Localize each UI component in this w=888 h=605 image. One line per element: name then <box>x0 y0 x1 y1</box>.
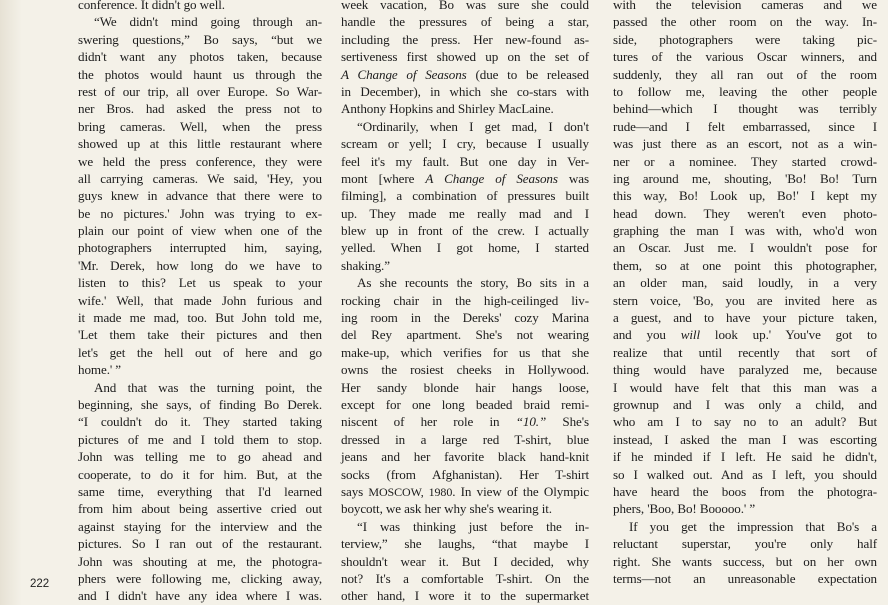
text-line: suddenly, they all ran out of the room <box>613 66 877 82</box>
text-line: filming], a combination of pressures built <box>341 188 589 204</box>
text-line: ner Bros. had asked the press not to <box>78 101 322 117</box>
text-line: and you will look up.' You've got to <box>613 327 877 343</box>
text-line: I would have felt that this man was a <box>613 379 877 395</box>
text-line: instead, I asked the man I was escorting <box>613 431 877 447</box>
text-line: pictures of me and I told them to stop. <box>78 431 322 447</box>
text-line: John was telling me to go ahead and <box>78 449 322 465</box>
text-line: with the television cameras and we <box>613 0 877 12</box>
text-line: blew up in front of the crew. I actually <box>341 223 589 239</box>
text-line: was just there as an escort, not as a win- <box>613 136 877 152</box>
text-column-1 <box>78 0 322 605</box>
text-line: not? It's a comfortable T-shirt. On the <box>341 570 589 586</box>
text-line: stern voice, 'Bo, you are invited here as <box>613 292 877 308</box>
text-line: including the press. Her new-found as- <box>341 31 589 47</box>
text-line: sertiveness first showed up on the set of <box>341 49 589 65</box>
text-line: “I couldn't do it. They started taking <box>78 414 322 430</box>
text-line: we held the press conference, they were <box>78 153 322 169</box>
text-line: “Ordinarily, when I get mad, I don't <box>357 118 589 134</box>
text-line: from him about being assertive cried out <box>78 501 322 517</box>
text-line: beginning, she says, of finding Bo Derek. <box>78 396 322 412</box>
text-line: thing would have paralyzed me, because <box>613 362 877 378</box>
text-line: terview,” she laughs, “that maybe I <box>341 536 589 552</box>
text-line: A Change of Seasons (due to be released <box>341 66 589 82</box>
text-line: rest of our trip, all over Europe. So War- <box>78 83 322 99</box>
text-line: photographers interrupted him, saying, <box>78 240 322 256</box>
text-line: “We didn't mind going through an- <box>94 14 322 30</box>
text-line: against staying for the interview and the <box>78 518 322 534</box>
text-line: conference. It didn't go well. <box>78 0 225 12</box>
text-line: an Oscar. Just me. I wouldn't pose for <box>613 240 877 256</box>
text-line: in December), in which she co-stars with <box>341 83 589 99</box>
text-line: same time, everything that I'd learned <box>78 483 322 499</box>
text-line: realize that until recently that sort of <box>613 344 877 360</box>
text-line: plain our point of view when one of the <box>78 223 322 239</box>
text-line: owns the rosiest cheeks in Hollywood. <box>341 362 589 378</box>
text-line: passed the other room on the way. In- <box>613 14 877 30</box>
text-line: guys knew in advance that there were to <box>78 188 322 204</box>
text-line: ing around me, shouting, 'Bo! Bo! Turn <box>613 170 877 186</box>
text-line: this way, Bo! Look up, Bo!' I kept my <box>613 188 877 204</box>
text-line: And that was the turning point, the <box>94 379 322 395</box>
page-gutter-shadow <box>0 0 22 605</box>
text-line: didn't want any photos taken, because <box>78 49 322 65</box>
text-line: shaking.” <box>341 257 390 273</box>
text-column-2 <box>341 0 589 605</box>
text-line: showed up at this little restaurant where <box>78 136 322 152</box>
text-line: wife.' Well, that made John furious and <box>78 292 322 308</box>
text-line: it made me mad, too. But John told me, <box>78 310 322 326</box>
text-line: them, so at one point this photographer, <box>613 257 877 273</box>
text-line: 'Let them take their pictures and then <box>78 327 322 343</box>
text-line: other hand, I wore it to the supermarket <box>341 588 589 604</box>
text-line: head down. They weren't even photo- <box>613 205 877 221</box>
text-line: niscent of her role in “10.” She's <box>341 414 589 430</box>
text-line: rocking chair in the high-ceilinged liv- <box>341 292 589 308</box>
page-number: 222 <box>30 578 50 590</box>
text-line: cooperate, to do it for him. But, at the <box>78 466 322 482</box>
text-line: listen to this? Let us speak to your <box>78 275 322 291</box>
text-line: have heard the boos from the photogra- <box>613 483 877 499</box>
text-line: tures of the various Oscar winners, and <box>613 49 877 65</box>
text-line: ing room in the Dereks' cozy Marina <box>341 310 589 326</box>
text-line: and I didn't have any idea where I was. <box>78 588 322 604</box>
text-line: the photos would haunt us through the <box>78 66 322 82</box>
text-line: As she recounts the story, Bo sits in a <box>357 275 589 291</box>
text-line: behind—which I thought was terribly <box>613 101 877 117</box>
text-line: so I walked out. And as I left, you should <box>613 466 877 482</box>
text-line: Her sandy blonde hair hangs loose, <box>341 379 589 395</box>
text-line: all carrying cameras. We said, 'Hey, you <box>78 170 322 186</box>
text-line: yelled. When I got home, I started <box>341 240 589 256</box>
text-line: ner or a nominee. They started crowd- <box>613 153 877 169</box>
text-line: reluctant superstar, you're only half <box>613 536 877 552</box>
text-line: swering questions,” Bo says, “but we <box>78 31 322 47</box>
text-line: bring cameras. Well, when the press <box>78 118 322 134</box>
text-line: except for one long beaded braid remi- <box>341 396 589 412</box>
text-line: terms—not an unreasonable expectation <box>613 570 877 586</box>
text-line: an older man, said loudly, in a very <box>613 275 877 291</box>
text-line: if he minded if I left. He said he didn't, <box>613 449 877 465</box>
text-line: make-up, which verifies for us that she <box>341 344 589 360</box>
text-line: home.' ” <box>78 362 122 378</box>
text-line: dressed in a large red T-shirt, blue <box>341 431 589 447</box>
text-line: If you get the impression that Bo's a <box>629 518 877 534</box>
text-line: grownup and I was only a child, and <box>613 396 877 412</box>
text-line: phers, 'Boo, Bo! Booooo.' ” <box>613 501 756 517</box>
text-line: graphing the man I was with, who'd won <box>613 223 877 239</box>
text-line: Anthony Hopkins and Shirley MacLaine. <box>341 101 554 117</box>
text-line: shouldn't wear it. But I decided, why <box>341 553 589 569</box>
text-line: socks (from Afghanistan). Her T-shirt <box>341 466 589 482</box>
text-line: up. They made me really mad and I <box>341 205 589 221</box>
text-line: John was shouting at me, the photogra- <box>78 553 322 569</box>
text-line: boycott, we ask her why she's wearing it. <box>341 501 552 517</box>
text-line: scream or yell; I cry, because I usually <box>341 136 589 152</box>
text-line: a guest, and to have your picture taken, <box>613 310 877 326</box>
text-line: side, photographers were taking pic- <box>613 31 877 47</box>
text-line: rude—and I felt embarrassed, since I <box>613 118 877 134</box>
text-line: be no pictures.' John was trying to ex- <box>78 205 322 221</box>
text-line: phers were following me, clicking away, <box>78 570 322 586</box>
text-line: feel it's my fault. But one day in Ver- <box>341 153 589 169</box>
text-line: “I was thinking just before the in- <box>357 518 589 534</box>
text-line: right. She wants success, but on her own <box>613 553 877 569</box>
text-line: says MOSCOW, 1980. In view of the Olympic <box>341 483 589 499</box>
text-line: who am I to say no to an adult? But <box>613 414 877 430</box>
text-line: to follow me, leaving the other people <box>613 83 877 99</box>
text-line: mont [where A Change of Seasons was <box>341 170 589 186</box>
text-line: del Rey apartment. She's not wearing <box>341 327 589 343</box>
text-line: jeans and her favorite black hand-knit <box>341 449 589 465</box>
text-line: pictures. So I ran out of the restaurant. <box>78 536 322 552</box>
text-column-3 <box>613 0 877 587</box>
text-line: let's get the hell out of here and go <box>78 344 322 360</box>
text-line: 'Mr. Derek, how long do we have to <box>78 257 322 273</box>
text-line: week vacation, Bo was sure she could <box>341 0 589 12</box>
text-line: handle the pressures of being a star, <box>341 14 589 30</box>
